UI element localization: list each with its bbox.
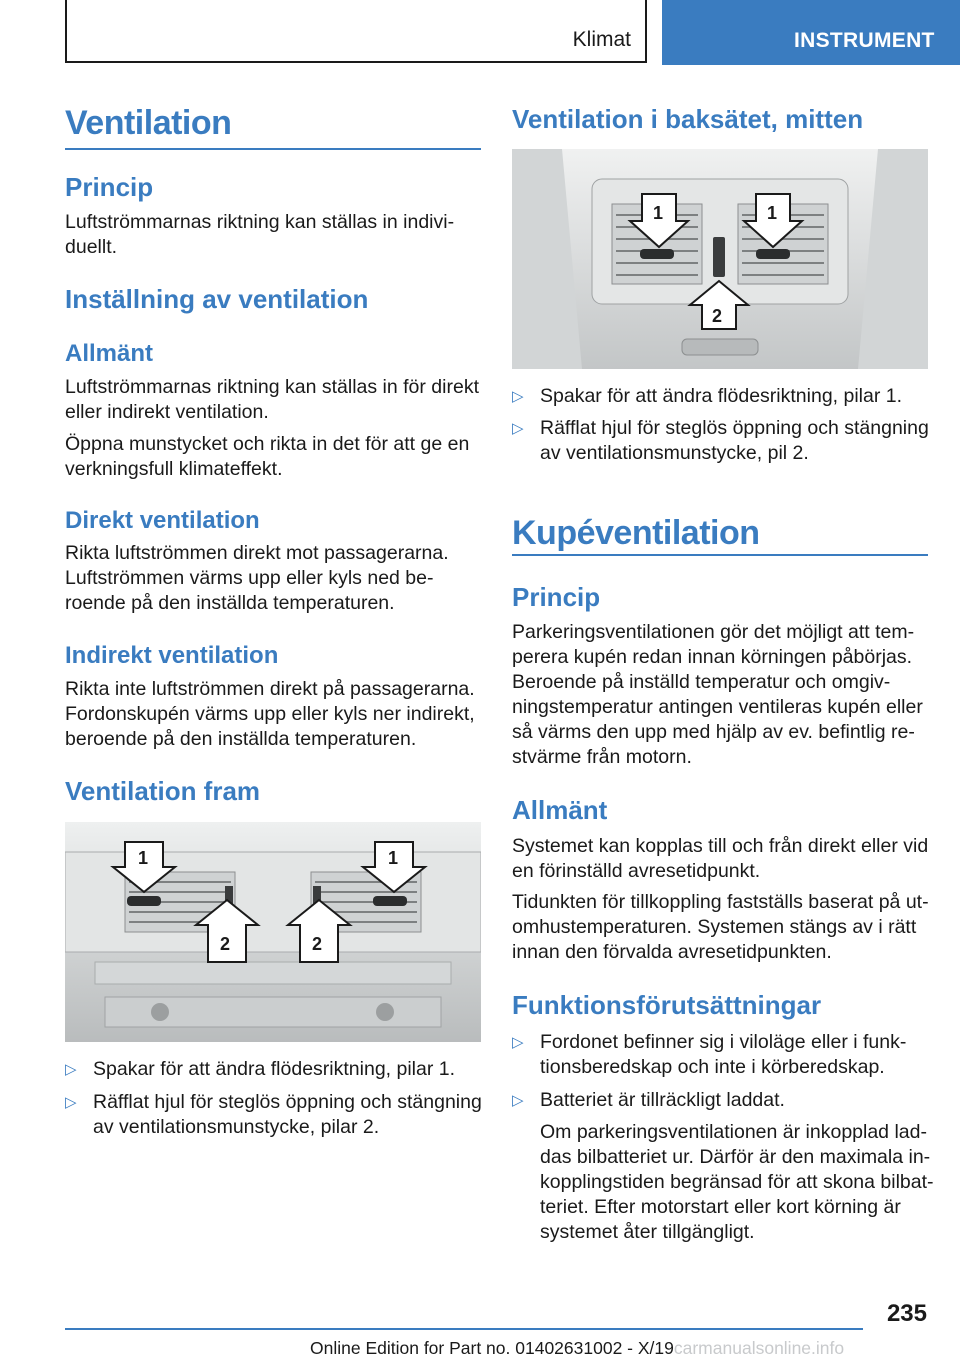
rear-arrow-label-1a: 1 <box>653 203 664 223</box>
indirekt-heading: Indirekt ventilation <box>65 642 279 669</box>
kupe-princip-text: Parkeringsventilationen gör det möjligt att tem- perera kupén redan innan körningen påbörjas. Beroende på inställd temperatur och omgiv- ningstemperatur antingen ventileras kupén eller så värms den upp med hjälp av ev. befintlig re- stvärme från motorn. <box>512 621 923 768</box>
funk-note-text: Om parkeringsventilationen är inkopplad lad- das bilbatteriet ur. Därför är den maximala in- kopplingstiden begränsad för att skona bilbat- teriet. Efter motorstart eller kort körning är systemet åter tillgängligt. <box>540 1121 934 1243</box>
direkt-text: Rikta luftströmmen direkt mot passagerarna. Luftströmmen värms upp eller kyls ned be- roende på den inställda temperaturen. <box>65 542 449 614</box>
fram-bullet-2: ▷ Räfflat hjul för steglös öppning och stängning av ventilationsmunstycke, pilar 2. <box>65 1091 482 1138</box>
header-box <box>65 0 647 63</box>
baksate-heading: Ventilation i baksätet, mitten <box>512 104 864 134</box>
bak-bullet-1: ▷ Spakar för att ändra flödesriktning, pilar 1. <box>512 385 903 407</box>
front-arrow-label-1a: 1 <box>138 848 149 868</box>
allmant-heading: Allmänt <box>65 340 154 367</box>
bullet-triangle-icon: ▷ <box>512 420 524 437</box>
rear-arrow-label-2: 2 <box>712 306 723 326</box>
front-arrow-label-2a: 2 <box>220 934 231 954</box>
kupe-rule <box>512 554 928 556</box>
footer-text: Online Edition for Part no. 01402631002 - X/19carmanualsonline.info <box>310 1338 845 1358</box>
title-rule <box>65 148 481 150</box>
kupe-princip-heading: Princip <box>512 582 601 612</box>
front-arrow-label-2b: 2 <box>312 934 323 954</box>
bak-bullet-2: ▷ Räfflat hjul för steglös öppning och stängning av ventilationsmunstycke, pil 2. <box>512 417 929 464</box>
page-title: Ventilation <box>65 104 232 142</box>
kupe-title: Kupéventilation <box>512 514 760 552</box>
funk-bullet-2: ▷ Batteriet är tillräckligt laddat. <box>512 1089 785 1111</box>
installning-heading: Inställning av ventilation <box>65 284 369 314</box>
indirekt-text: Rikta inte luftströmmen direkt på passagerarna. Fordonskupén värms upp eller kyls ner indirekt, beroende på den inställda temperaturen. <box>65 678 475 750</box>
funk-heading: Funktionsförutsättningar <box>512 990 822 1020</box>
oppna-text: Öppna munstycket och rikta in det för att ge en verkningsfull klimateffekt. <box>65 433 470 480</box>
fram-heading: Ventilation fram <box>65 776 261 806</box>
page-number: 235 <box>886 1300 927 1327</box>
funk-bullet-1: ▷ Fordonet befinner sig i viloläge eller i funk- tionsberedskap och inte i körberedskap. <box>512 1031 907 1078</box>
header-tab-label: INSTRUMENT <box>794 29 935 52</box>
rear-vents-image <box>512 149 928 369</box>
rear-arrow-label-1b: 1 <box>767 203 778 223</box>
kupe-tid-text: Tidunkten för tillkoppling fastställs baserat på ut- omhustemperaturen. Systemen stängs av i rätt innan den förvalda avresetidpunkten. <box>512 891 929 963</box>
bullet-triangle-icon: ▷ <box>65 1061 77 1078</box>
kupe-allmant-heading: Allmänt <box>512 795 608 825</box>
princip-heading: Princip <box>65 172 154 202</box>
kupe-allmant-text: Systemet kan kopplas till och från direkt eller vid en förinställd avresetidpunkt. <box>512 835 929 882</box>
direkt-heading: Direkt ventilation <box>65 507 260 534</box>
bullet-triangle-icon: ▷ <box>512 1092 524 1109</box>
front-vents-image <box>65 822 481 1042</box>
fram-bullet-1: ▷ Spakar för att ändra flödesriktning, pilar 1. <box>65 1058 456 1080</box>
bullet-triangle-icon: ▷ <box>512 388 524 405</box>
header-tab <box>662 0 960 65</box>
footer-rule <box>65 1328 863 1330</box>
watermark: carmanualsonline.info <box>673 1338 845 1358</box>
bullet-triangle-icon: ▷ <box>512 1034 524 1051</box>
front-arrow-label-1b: 1 <box>388 848 399 868</box>
allmant-text: Luftströmmarnas riktning kan ställas in för direkt eller indirekt ventilation. <box>65 376 479 423</box>
princip-text: Luftströmmarnas riktning kan ställas in indivi- duellt. <box>65 211 455 258</box>
header-section: Klimat <box>572 28 631 51</box>
bullet-triangle-icon: ▷ <box>65 1094 77 1111</box>
